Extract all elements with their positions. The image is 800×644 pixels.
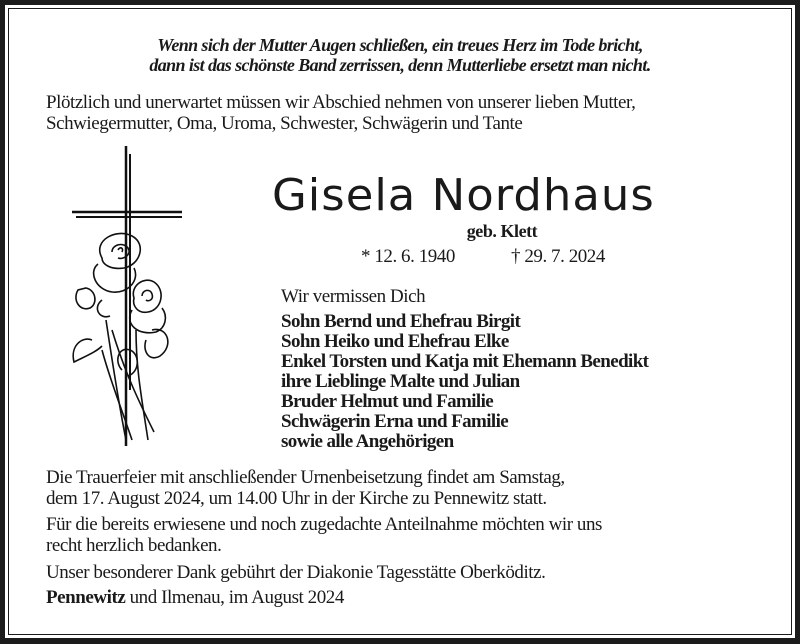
funeral-line-2: dem 17. August 2024, um 14.00 Uhr in der Kirche zu Pennewitz statt. (46, 488, 547, 509)
thanks-line-1: Für die bereits erwiesene und noch zugedachte Anteilnahme möchten wir uns (46, 514, 602, 535)
intro-line-2: Schwiegermutter, Oma, Uroma, Schwester, Schwägerin und Tante (46, 113, 523, 134)
mourner-line: Sohn Bernd und Ehefrau Birgit (281, 311, 521, 332)
mourner-line: Bruder Helmut und Familie (281, 391, 494, 412)
mourner-line: ihre Lieblinge Malte und Julian (281, 371, 520, 392)
death-date: † 29. 7. 2024 (511, 246, 605, 267)
mourner-line: Sohn Heiko und Ehefrau Elke (281, 331, 509, 352)
closing-place: Pennewitz (46, 587, 126, 608)
thanks-line-2: recht herzlich bedanken. (46, 535, 222, 556)
deceased-name: Gisela Nordhaus (272, 170, 655, 221)
birth-date: * 12. 6. 1940 (361, 246, 455, 267)
thanks-line-3: Unser besonderer Dank gebührt der Diakonie Tagesstätte Oberköditz. (46, 562, 546, 583)
closing-rest: und Ilmenau, im August 2024 (125, 587, 344, 608)
maiden-name: geb. Klett (466, 221, 538, 241)
closing-line (46, 587, 344, 609)
funeral-line-1: Die Trauerfeier mit anschließender Urnenbeisetzung findet am Samstag, (46, 467, 565, 488)
quote-line-2: dann ist das schönste Band zerrissen, denn Mutterliebe ersetzt man nicht. (149, 55, 651, 75)
mourner-line: Enkel Torsten und Katja mit Ehemann Benedikt (281, 351, 649, 372)
quote-line-1: Wenn sich der Mutter Augen schließen, ein treues Herz im Tode bricht, (157, 35, 643, 55)
mourners-heading: Wir vermissen Dich (281, 286, 426, 307)
intro-line-1: Plötzlich und unerwartet müssen wir Abschied nehmen von unserer lieben Mutter, (46, 92, 636, 113)
mourner-line: Schwägerin Erna und Familie (281, 411, 509, 432)
cross-with-roses-icon (62, 140, 182, 460)
mourner-line: sowie alle Angehörigen (281, 431, 454, 452)
